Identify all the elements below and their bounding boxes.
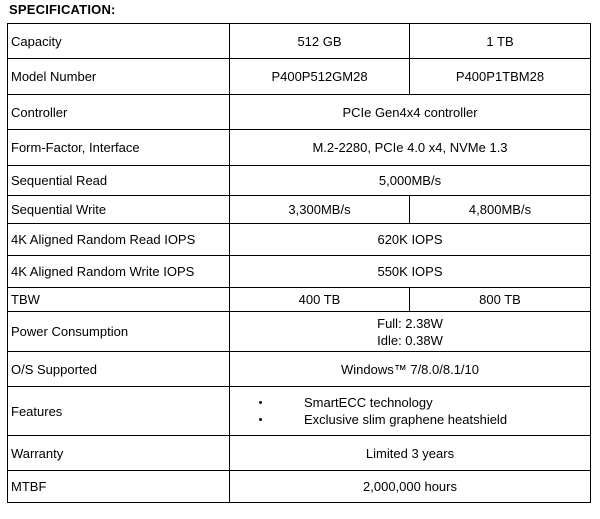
list-item	[233, 411, 587, 428]
sequential-write-label: Sequential Write	[8, 196, 230, 224]
os-supported-value: Windows™ 7/8.0/8.1/10	[230, 352, 591, 387]
mtbf-label: MTBF	[8, 471, 230, 503]
power-consumption-value	[230, 312, 591, 352]
table-row-tbw	[8, 288, 591, 312]
table-row-sequential-read	[8, 166, 591, 196]
table-row-os-supported	[8, 352, 591, 387]
page-title: SPECIFICATION:	[9, 2, 116, 17]
feature-heatshield: Exclusive slim graphene heatshield	[304, 412, 508, 427]
model-number-512gb: P400P512GM28	[230, 59, 410, 95]
controller-label: Controller	[8, 95, 230, 130]
bullet-icon: •	[258, 413, 263, 426]
capacity-512gb: 512 GB	[230, 24, 410, 59]
sequential-write-512gb: 3,300MB/s	[230, 196, 410, 224]
tbw-label: TBW	[8, 288, 230, 312]
bullet-icon: •	[258, 396, 263, 409]
power-idle: Idle: 0.38W	[377, 332, 443, 348]
table-row-controller	[8, 95, 591, 130]
os-supported-label: O/S Supported	[8, 352, 230, 387]
table-row-sequential-write	[8, 196, 591, 224]
table-row-power-consumption	[8, 312, 591, 352]
random-read-label: 4K Aligned Random Read IOPS	[8, 224, 230, 256]
table-row-capacity	[8, 24, 591, 59]
tbw-1tb: 800 TB	[410, 288, 591, 312]
warranty-value: Limited 3 years	[230, 436, 591, 471]
warranty-label: Warranty	[8, 436, 230, 471]
table-row-features	[8, 387, 591, 436]
features-label: Features	[8, 387, 230, 436]
specification-table	[7, 23, 591, 503]
feature-smartecc: SmartECC technology	[304, 395, 433, 410]
form-factor-value: M.2-2280, PCIe 4.0 x4, NVMe 1.3	[230, 130, 591, 166]
table-row-mtbf	[8, 471, 591, 503]
sequential-read-label: Sequential Read	[8, 166, 230, 196]
sequential-write-1tb: 4,800MB/s	[410, 196, 591, 224]
table-row-random-read	[8, 224, 591, 256]
mtbf-value: 2,000,000 hours	[230, 471, 591, 503]
random-read-value: 620K IOPS	[230, 224, 591, 256]
tbw-512gb: 400 TB	[230, 288, 410, 312]
random-write-value: 550K IOPS	[230, 256, 591, 288]
capacity-label: Capacity	[8, 24, 230, 59]
table-row-form-factor	[8, 130, 591, 166]
list-item	[233, 394, 587, 411]
power-consumption-label: Power Consumption	[8, 312, 230, 352]
power-full: Full: 2.38W	[377, 315, 443, 331]
model-number-1tb: P400P1TBM28	[410, 59, 591, 95]
table-row-warranty	[8, 436, 591, 471]
form-factor-label: Form-Factor, Interface	[8, 130, 230, 166]
model-number-label: Model Number	[8, 59, 230, 95]
capacity-1tb: 1 TB	[410, 24, 591, 59]
table-row-random-write	[8, 256, 591, 288]
controller-value: PCIe Gen4x4 controller	[230, 95, 591, 130]
table-row-model-number	[8, 59, 591, 95]
features-list	[230, 387, 591, 436]
random-write-label: 4K Aligned Random Write IOPS	[8, 256, 230, 288]
sequential-read-value: 5,000MB/s	[230, 166, 591, 196]
